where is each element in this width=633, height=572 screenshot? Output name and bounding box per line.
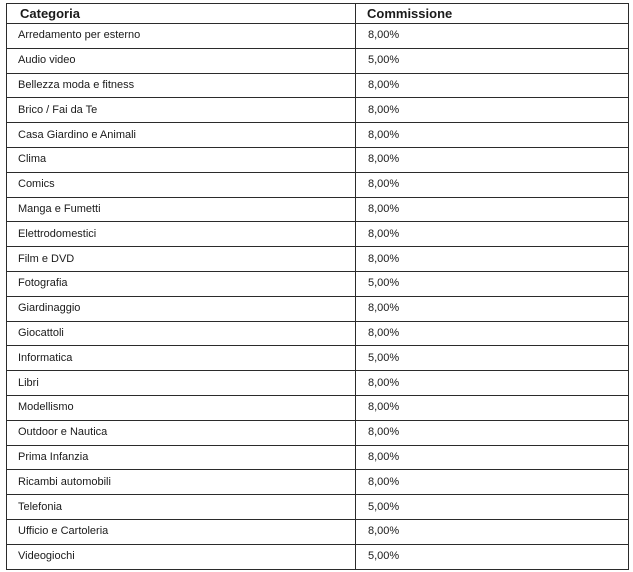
table-row bbox=[7, 544, 629, 569]
categoria-cell: Libri bbox=[7, 371, 356, 396]
commissione-cell: 5,00% bbox=[356, 271, 629, 296]
commissione-cell: 8,00% bbox=[356, 98, 629, 123]
commissione-cell: 5,00% bbox=[356, 48, 629, 73]
table-row bbox=[7, 346, 629, 371]
table-row bbox=[7, 247, 629, 272]
commissione-cell: 8,00% bbox=[356, 296, 629, 321]
table-row bbox=[7, 48, 629, 73]
categoria-cell: Videogiochi bbox=[7, 544, 356, 569]
categoria-cell: Prima Infanzia bbox=[7, 445, 356, 470]
table-row bbox=[7, 197, 629, 222]
table-row bbox=[7, 470, 629, 495]
table-header bbox=[7, 4, 629, 24]
categoria-cell: Giocattoli bbox=[7, 321, 356, 346]
categoria-cell: Casa Giardino e Animali bbox=[7, 123, 356, 148]
commissione-cell: 5,00% bbox=[356, 544, 629, 569]
commissione-cell: 8,00% bbox=[356, 395, 629, 420]
header-categoria: Categoria bbox=[7, 4, 356, 24]
categoria-cell: Telefonia bbox=[7, 495, 356, 520]
categoria-cell: Audio video bbox=[7, 48, 356, 73]
commissione-cell: 5,00% bbox=[356, 346, 629, 371]
commissione-cell: 8,00% bbox=[356, 197, 629, 222]
table-row bbox=[7, 445, 629, 470]
table-row bbox=[7, 24, 629, 49]
table-body bbox=[7, 24, 629, 570]
table-row bbox=[7, 98, 629, 123]
table-row bbox=[7, 296, 629, 321]
commission-table-container bbox=[6, 3, 629, 570]
table-row bbox=[7, 519, 629, 544]
commissione-cell: 8,00% bbox=[356, 420, 629, 445]
commissione-cell: 8,00% bbox=[356, 445, 629, 470]
commissione-cell: 8,00% bbox=[356, 73, 629, 98]
categoria-cell: Clima bbox=[7, 147, 356, 172]
categoria-cell: Manga e Fumetti bbox=[7, 197, 356, 222]
commissione-cell: 5,00% bbox=[356, 495, 629, 520]
categoria-cell: Outdoor e Nautica bbox=[7, 420, 356, 445]
categoria-cell: Ricambi automobili bbox=[7, 470, 356, 495]
categoria-cell: Bellezza moda e fitness bbox=[7, 73, 356, 98]
table-row bbox=[7, 147, 629, 172]
categoria-cell: Comics bbox=[7, 172, 356, 197]
commissione-cell: 8,00% bbox=[356, 147, 629, 172]
header-commissione: Commissione bbox=[356, 4, 629, 24]
table-row bbox=[7, 271, 629, 296]
categoria-cell: Elettrodomestici bbox=[7, 222, 356, 247]
commissione-cell: 8,00% bbox=[356, 519, 629, 544]
commissione-cell: 8,00% bbox=[356, 24, 629, 49]
commissione-cell: 8,00% bbox=[356, 321, 629, 346]
categoria-cell: Informatica bbox=[7, 346, 356, 371]
categoria-cell: Arredamento per esterno bbox=[7, 24, 356, 49]
header-row bbox=[7, 4, 629, 24]
categoria-cell: Ufficio e Cartoleria bbox=[7, 519, 356, 544]
commissione-cell: 8,00% bbox=[356, 222, 629, 247]
table-row bbox=[7, 395, 629, 420]
commissione-cell: 8,00% bbox=[356, 371, 629, 396]
table-row bbox=[7, 371, 629, 396]
categoria-cell: Brico / Fai da Te bbox=[7, 98, 356, 123]
commissione-cell: 8,00% bbox=[356, 123, 629, 148]
table-row bbox=[7, 73, 629, 98]
commissione-cell: 8,00% bbox=[356, 172, 629, 197]
categoria-cell: Giardinaggio bbox=[7, 296, 356, 321]
categoria-cell: Fotografia bbox=[7, 271, 356, 296]
categoria-cell: Modellismo bbox=[7, 395, 356, 420]
table-row bbox=[7, 495, 629, 520]
categoria-cell: Film e DVD bbox=[7, 247, 356, 272]
table-row bbox=[7, 123, 629, 148]
table-row bbox=[7, 420, 629, 445]
table-row bbox=[7, 222, 629, 247]
table-row bbox=[7, 172, 629, 197]
commission-table bbox=[6, 3, 629, 570]
commissione-cell: 8,00% bbox=[356, 247, 629, 272]
commissione-cell: 8,00% bbox=[356, 470, 629, 495]
table-row bbox=[7, 321, 629, 346]
